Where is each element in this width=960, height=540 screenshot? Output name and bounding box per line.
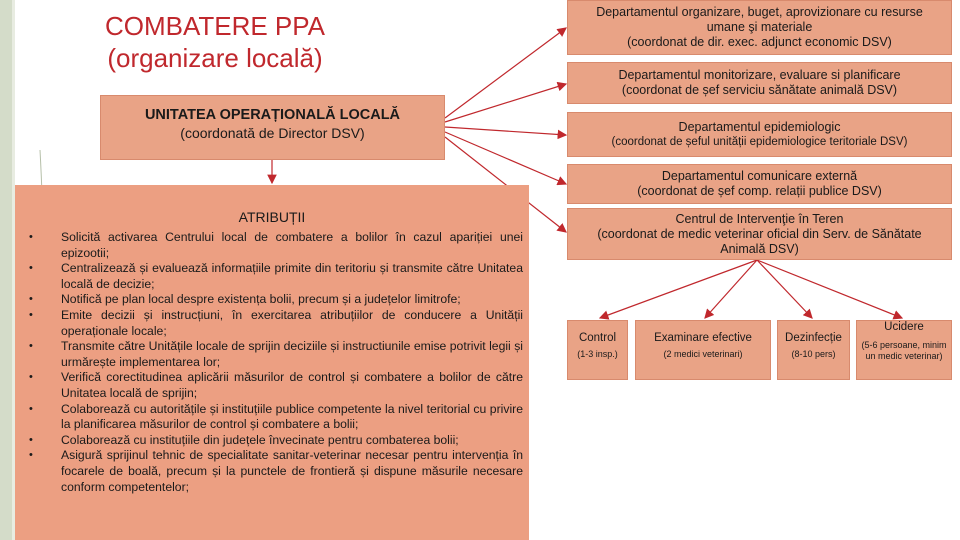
centru-interventie-box <box>567 208 952 260</box>
atributii-box <box>15 185 529 540</box>
dept-epidemiologic-line-1: Departamentul epidemiologic <box>678 119 841 134</box>
unit-subtitle: (coordonată de Director DSV) <box>180 125 365 141</box>
team-examinare-detail: (2 medici veterinari) <box>663 349 743 359</box>
atributii-heading: ATRIBUȚII <box>238 209 306 225</box>
team-control-detail: (1-3 insp.) <box>577 349 618 359</box>
arrow-to-dept-organizare <box>445 28 566 118</box>
dept-epidemiologic-line-2: (coordonat de șeful unității epidemiologice teritoriale DSV) <box>611 135 908 148</box>
dept-comunicare-line-2: (coordonat de șef comp. relații publice DSV) <box>637 184 882 198</box>
list-item: • Emite decizii și instrucțiuni, în exercitarea atribuțiilor de conducere a Unității operaționale locale; <box>29 308 523 339</box>
list-item: • Transmite către Unitățile locale de sprijin deciziile și instructiunile emise potrivit legii și urmărește implementarea lor; <box>29 339 523 370</box>
page-title <box>40 10 390 74</box>
dept-organizare-box <box>567 0 952 55</box>
arrow-to-dept-comunicare <box>445 132 566 184</box>
title-line-2: (organizare locală) <box>107 43 323 73</box>
team-dezinfectie-box <box>777 320 850 380</box>
dept-monitorizare-line-1: Departamentul monitorizare, evaluare si planificare <box>618 68 901 82</box>
arrow-to-dept-epidemiologic <box>445 127 566 135</box>
dept-monitorizare-line-2: (coordonat de șef serviciu sănătate animală DSV) <box>621 83 898 97</box>
team-ucidere-title: Ucidere <box>884 321 924 333</box>
dept-epidemiologic-box <box>567 112 952 157</box>
unitate-operationala-box <box>100 95 445 160</box>
arrow-to-team-ucidere <box>757 260 902 318</box>
dept-monitorizare-box <box>567 62 952 104</box>
arrow-to-dept-monitorizare <box>445 84 566 122</box>
arrow-to-team-examinare <box>705 260 757 318</box>
list-item: • Colaborează cu autoritățile și instituțiile publice competente la nivel teritorial cu privire la planificarea măsurilor de control și combatere a bolii; <box>29 402 523 433</box>
dept-organizare-line-1: Departamentul organizare, buget, aprovizionare cu resurse <box>596 5 923 19</box>
list-item: • Centralizează și evaluează informațiile primite din teritoriu și transmite către Unitatea locală de decizie; <box>29 261 523 292</box>
team-ucidere-detail: (5-6 persoane, minim un medic veterinar) <box>861 340 947 361</box>
list-item: • Asigură sprijinul tehnic de specialitate sanitar-veterinar necesar pentru intervenția în focarele de boală, precum și la punctele de frontieră și dispune măsurile necesare conform competentelor; <box>29 448 523 495</box>
dept-comunicare-box <box>567 164 952 204</box>
list-item: • Colaborează cu instituțiile din județele învecinate pentru combaterea bolii; <box>29 433 523 449</box>
unit-heading: UNITATEA OPERAȚIONALĂ LOCALĂ <box>144 107 401 123</box>
title-line-1: COMBATERE PPA <box>104 11 326 41</box>
team-dezinfectie-title: Dezinfecție <box>785 332 842 344</box>
team-ucidere-box <box>856 320 952 380</box>
arrow-to-team-control <box>600 260 757 318</box>
dept-comunicare-line-1: Departamentul comunicare externă <box>661 169 858 183</box>
team-examinare-box <box>635 320 771 380</box>
centru-interventie-line-2: (coordonat de medic veterinar oficial din Serv. de Sănătate <box>597 226 922 241</box>
list-item: • Solicită activarea Centrului local de combatere a bolilor în cazul apariției unei epizootii; <box>29 230 523 261</box>
arrow-to-team-dezinfectie <box>757 260 812 318</box>
centru-interventie-line-3: Animală DSV) <box>720 241 799 256</box>
team-examinare-title: Examinare efective <box>654 332 752 344</box>
list-item: • Notifică pe plan local despre existența bolii, precum și a județelor limitrofe; <box>29 292 523 308</box>
list-item: • Verifică corectitudinea aplicării măsurilor de control și combatere a bolilor de către Unitatea locală de sprijin; <box>29 370 523 401</box>
team-control-title: Control <box>578 332 617 344</box>
atributii-list <box>29 230 523 495</box>
dept-organizare-line-2: umane şi materiale <box>706 20 813 34</box>
team-control-box <box>567 320 628 380</box>
dept-organizare-line-3: (coordonat de dir. exec. adjunct economic DSV) <box>627 35 892 49</box>
centru-interventie-line-1: Centrul de Intervenţie în Teren <box>675 211 844 226</box>
team-dezinfectie-detail: (8-10 pers) <box>791 349 836 359</box>
